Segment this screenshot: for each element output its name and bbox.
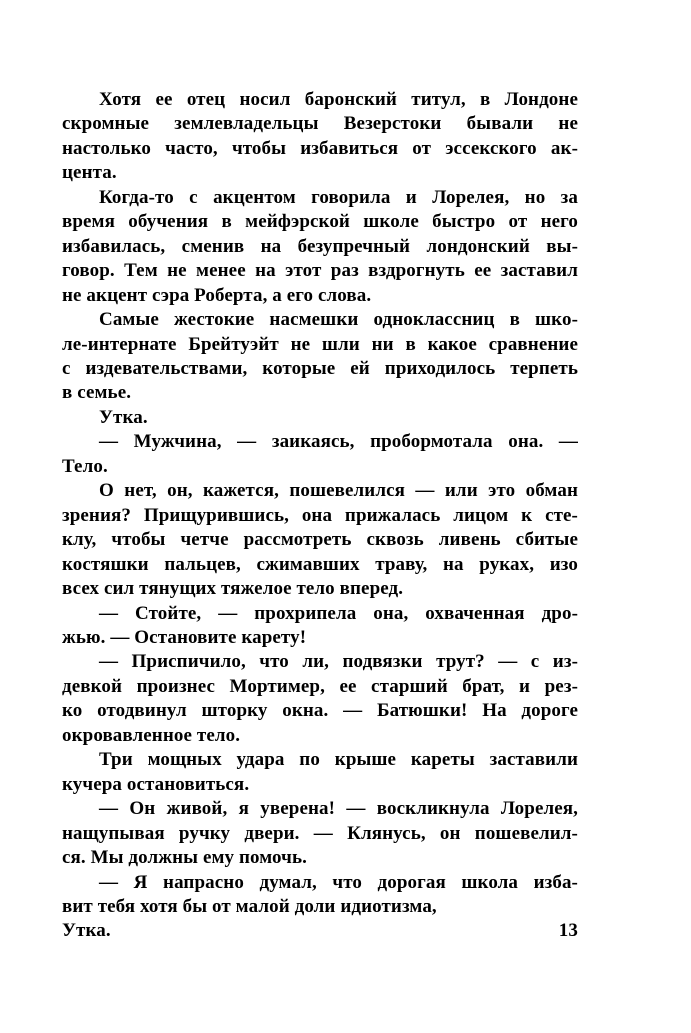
text-line: окровавленное тело. xyxy=(62,724,241,746)
text-line: жью. — Остановите карету! xyxy=(62,626,307,648)
text-column xyxy=(62,88,578,944)
page-number: 13 xyxy=(558,920,578,942)
text-line: ле-интернате Брейтуэйт не шли ни в какое сравнение xyxy=(62,333,578,355)
text-line: — Он живой, я уверена! — воскликнула Лорелея, xyxy=(99,798,578,820)
text-line: не акцент сэра Роберта, а его слова. xyxy=(62,284,372,306)
text-line: — Приспичило, что ли, подвязки трут? — с из- xyxy=(99,651,578,673)
text-line: Когда-то с акцентом говорила и Лорелея, но за xyxy=(99,186,578,208)
text-line: — Мужчина, — заикаясь, пробормотала она. — xyxy=(99,431,578,453)
footer-last-line: Утка. xyxy=(62,920,111,942)
text-line: Три мощных удара по крыше кареты заставили xyxy=(99,749,578,771)
text-line: Утка. xyxy=(99,406,148,428)
text-line: настолько часто, чтобы избавиться от эссекского ак- xyxy=(62,137,578,159)
text-line: избавилась, сменив на безупречный лондонский вы- xyxy=(62,235,578,257)
text-line: всех сил тянущих тяжелое тело вперед. xyxy=(62,578,404,600)
text-line: — Я напрасно думал, что дорогая школа изба- xyxy=(99,871,578,893)
text-line: ко отодвинул шторку окна. — Батюшки! На дороге xyxy=(62,700,578,722)
text-line: время обучения в мейфэрской школе быстро от него xyxy=(62,211,578,233)
text-line: нащупывая ручку двери. — Клянусь, он пошевелил- xyxy=(62,822,578,844)
text-line: девкой произнес Мортимер, ее старший брат, и рез- xyxy=(62,675,578,697)
text-line: Самые жестокие насмешки одноклассниц в шко- xyxy=(99,309,578,331)
text-line: с издевательствами, которые ей приходилось терпеть xyxy=(62,357,578,379)
text-line: цента. xyxy=(62,162,117,184)
text-line: в семье. xyxy=(62,382,132,404)
text-line: костяшки пальцев, сжимавших траву, на руках, изо xyxy=(62,553,578,575)
text-line: Хотя ее отец носил баронский титул, в Лондоне xyxy=(99,89,578,110)
text-line: вит тебя хотя бы от малой доли идиотизма, xyxy=(62,895,437,917)
text-line: Тело. xyxy=(62,455,108,477)
text-line: зрения? Прищурившись, она прижалась лицом к сте- xyxy=(62,504,578,526)
text-line: ся. Мы должны ему помочь. xyxy=(62,847,307,869)
footer-line xyxy=(62,919,578,943)
text-line: говор. Тем не менее на этот раз вздрогнуть ее заставил xyxy=(62,260,578,282)
text-line: — Стойте, — прохрипела она, охваченная дро- xyxy=(99,602,578,624)
text-line: О нет, он, кажется, пошевелился — или это обман xyxy=(99,480,578,502)
text-line: клу, чтобы четче рассмотреть сквозь ливень сбитые xyxy=(62,529,578,551)
text-line: кучера остановиться. xyxy=(62,773,250,795)
text-line: скромные землевладельцы Везерстоки бывали не xyxy=(62,113,578,135)
